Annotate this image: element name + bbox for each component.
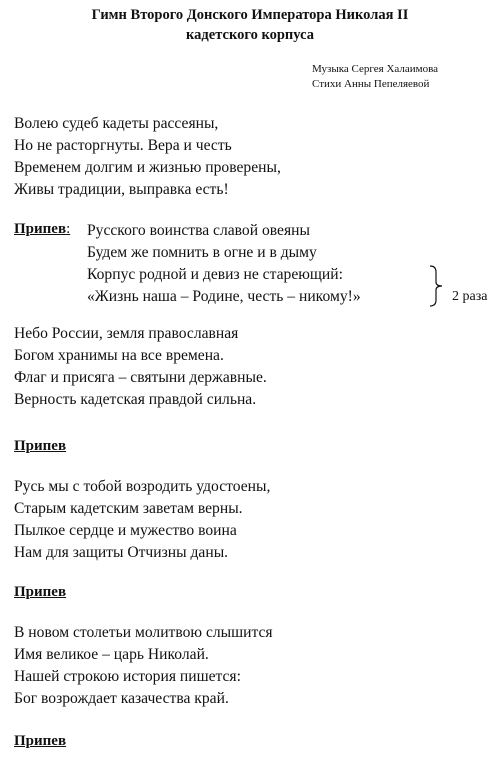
stanza-line: Нам для защиты Отчизны даны.: [14, 544, 229, 561]
stanza-line: Но не расторгнуты. Вера и честь: [14, 137, 232, 154]
lyrics-credit: Стихи Анны Пепеляевой: [312, 78, 430, 90]
title-line-1: Гимн Второго Донского Императора Николая II: [91, 7, 409, 23]
stanza-line: Флаг и присяга – святыни державные.: [14, 369, 267, 386]
stanza-1: [14, 113, 281, 201]
repeat-count: 2 раза: [452, 289, 488, 304]
stanza-line: Богом хранимы на все времена.: [14, 347, 224, 364]
chorus-label: Припев: [14, 733, 67, 749]
stanza-line: Небо России, земля православная: [14, 325, 239, 342]
chorus-label-text: Припев: [14, 221, 67, 237]
chorus-label-colon: :: [66, 221, 71, 237]
repeat-brace-icon: [427, 264, 445, 308]
chorus-label: [14, 221, 70, 238]
chorus-line: Будем же помнить в огне и в дыму: [87, 244, 317, 261]
stanza-line: Временем долгим и жизнью проверены,: [14, 159, 281, 176]
stanza-line: В новом столетьи молитвою слышится: [14, 624, 273, 641]
stanza-line: Имя великое – царь Николай.: [14, 646, 209, 663]
stanza-4: [14, 622, 273, 710]
chorus-label: Припев: [14, 438, 67, 454]
stanza-line: Волею судеб кадеты рассеяны,: [14, 115, 219, 132]
stanza-line: Русь мы с тобой возродить удостоены,: [14, 478, 271, 495]
chorus-label: Припев: [14, 584, 67, 600]
stanza-line: Пылкое сердце и мужество воина: [14, 522, 237, 539]
stanza-line: Живы традиции, выправка есть!: [14, 181, 229, 198]
stanza-2: [14, 323, 267, 411]
credits: [312, 62, 438, 92]
chorus-line: Русского воинства славой овеяны: [87, 222, 310, 239]
chorus-lines: [87, 220, 361, 308]
stanza-line: Нашей строкою история пишется:: [14, 668, 241, 685]
chorus-line: Корпус родной и девиз не стареющий:: [87, 266, 343, 283]
stanza-line: Старым кадетским заветам верны.: [14, 500, 243, 517]
chorus-line: «Жизнь наша – Родине, честь – никому!»: [87, 288, 361, 305]
stanza-line: Верность кадетская правдой сильна.: [14, 391, 257, 408]
stanza-3: [14, 476, 270, 564]
stanza-line: Бог возрождает казачества край.: [14, 690, 229, 707]
music-credit: Музыка Сергея Халаимова: [312, 63, 439, 75]
title-line-2: кадетского корпуса: [186, 27, 314, 43]
